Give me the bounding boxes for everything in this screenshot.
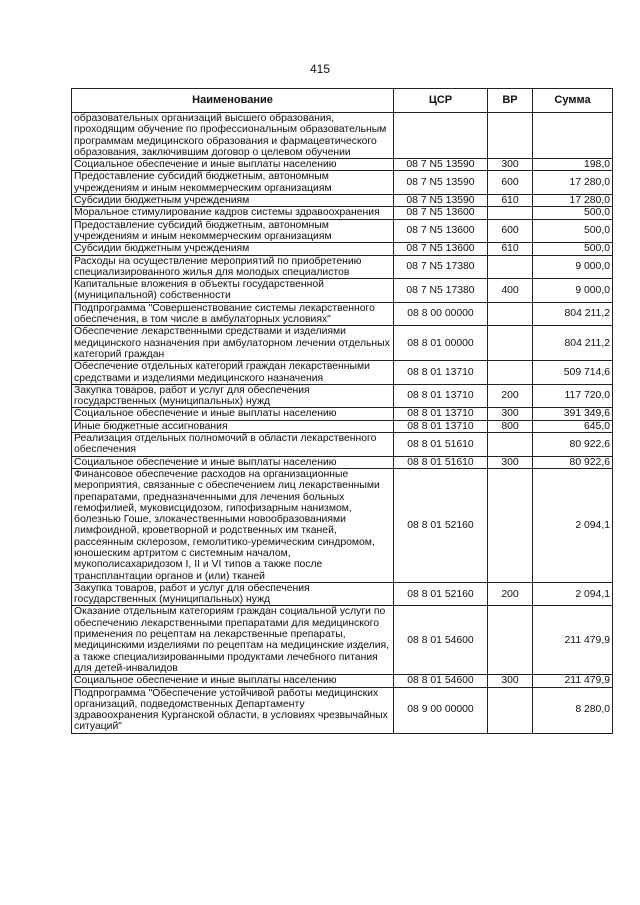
row-sum: 804 211,2 (533, 326, 613, 361)
row-csr: 08 7 N5 13600 (394, 207, 488, 219)
table-row (72, 279, 613, 303)
row-vr: 600 (488, 171, 533, 195)
row-vr: 600 (488, 219, 533, 243)
row-sum: 80 922,6 (533, 433, 613, 457)
row-csr: 08 7 N5 13590 (394, 159, 488, 171)
row-csr: 08 8 01 13710 (394, 408, 488, 420)
budget-table (71, 88, 613, 734)
table-row (72, 171, 613, 195)
table-row (72, 207, 613, 219)
row-name: Оказание отдельным категориям граждан социальной услуги по обеспечению лекарственными препаратами для медицинского применения по рецептам на лекарственные препараты, медицинскими изделиями по рецептам на медицинские изделия, а также специализированными продуктами лечебного питания для детей-инвалидов (72, 606, 394, 675)
table-row (72, 687, 613, 733)
row-csr: 08 8 01 51610 (394, 456, 488, 468)
row-vr: 300 (488, 675, 533, 687)
row-csr: 08 7 N5 13590 (394, 195, 488, 207)
row-csr: 08 8 01 54600 (394, 606, 488, 675)
row-sum (533, 113, 613, 159)
row-name: Закупка товаров, работ и услуг для обеспечения государственных (муниципальных) нужд (72, 384, 394, 408)
row-vr: 200 (488, 384, 533, 408)
row-csr: 08 8 01 00000 (394, 326, 488, 361)
row-csr: 08 8 01 52160 (394, 468, 488, 582)
table-row (72, 302, 613, 326)
row-csr: 08 8 01 13710 (394, 361, 488, 385)
row-name: Капитальные вложения в объекты государственной (муниципальной) собственности (72, 279, 394, 303)
table-row (72, 420, 613, 432)
table-row (72, 408, 613, 420)
row-csr: 08 7 N5 13590 (394, 171, 488, 195)
row-csr: 08 7 N5 13600 (394, 243, 488, 255)
row-csr: 08 7 N5 13600 (394, 219, 488, 243)
table-row (72, 606, 613, 675)
table-row (72, 113, 613, 159)
row-vr (488, 606, 533, 675)
row-vr (488, 302, 533, 326)
row-name: Закупка товаров, работ и услуг для обеспечения государственных (муниципальных) нужд (72, 582, 394, 606)
row-name: Моральное стимулирование кадров системы здравоохранения (72, 207, 394, 219)
row-name: Предоставление субсидий бюджетным, автономным учреждениям и иным некоммерческим организациям (72, 219, 394, 243)
row-vr (488, 255, 533, 279)
row-vr: 400 (488, 279, 533, 303)
row-vr (488, 113, 533, 159)
row-sum: 198,0 (533, 159, 613, 171)
row-name: Обеспечение лекарственными средствами и изделиями медицинского назначения при амбулаторном лечении отдельных категорий граждан (72, 326, 394, 361)
row-name: образовательных организаций высшего образования, проходящим обучение по профессиональным образовательным программам медицинского образования и фармацевтического образования, заключившим договор о целевом обучении (72, 113, 394, 159)
table-row (72, 675, 613, 687)
table-row (72, 468, 613, 582)
row-name: Социальное обеспечение и иные выплаты населению (72, 408, 394, 420)
row-vr (488, 687, 533, 733)
row-sum: 2 094,1 (533, 468, 613, 582)
header-csr: ЦСР (394, 89, 488, 113)
row-sum: 509 714,6 (533, 361, 613, 385)
row-name: Финансовое обеспечение расходов на организационные мероприятия, связанные с обеспечением лиц лекарственными препаратами, предназначенными для лечения больных гемофилией, муковисцидозом, гипофизарным нанизмом, болезнью Гоше, злокачественными новообразованиями лимфоидной, кроветворной и родственных им тканей, рассеянным склерозом, гемолитико-уремическим синдромом, юношеским артритом с системным началом, мукополисахаридозом I, II и VI типов а также после трансплантации органов и (или) тканей (72, 468, 394, 582)
row-sum: 117 720,0 (533, 384, 613, 408)
page-number: 415 (309, 62, 331, 76)
row-name: Реализация отдельных полномочий в области лекарственного обеспечения (72, 433, 394, 457)
table-row (72, 361, 613, 385)
row-csr: 08 8 00 00000 (394, 302, 488, 326)
row-csr: 08 8 01 13710 (394, 420, 488, 432)
row-name: Иные бюджетные ассигнования (72, 420, 394, 432)
row-vr: 200 (488, 582, 533, 606)
row-sum: 17 280,0 (533, 195, 613, 207)
row-sum: 2 094,1 (533, 582, 613, 606)
row-name: Социальное обеспечение и иные выплаты населению (72, 675, 394, 687)
row-sum: 80 922,6 (533, 456, 613, 468)
row-sum: 211 479,9 (533, 606, 613, 675)
row-name: Предоставление субсидий бюджетным, автономным учреждениям и иным некоммерческим организациям (72, 171, 394, 195)
row-sum: 500,0 (533, 207, 613, 219)
row-name: Социальное обеспечение и иные выплаты населению (72, 159, 394, 171)
row-name: Подпрограмма "Обеспечение устойчивой работы медицинских организаций, подведомственных Департаменту здравоохранения Курганской области, в условиях чрезвычайных ситуаций" (72, 687, 394, 733)
row-sum: 500,0 (533, 243, 613, 255)
row-name: Субсидии бюджетным учреждениям (72, 195, 394, 207)
row-vr: 610 (488, 243, 533, 255)
row-sum: 500,0 (533, 219, 613, 243)
row-name: Расходы на осуществление мероприятий по приобретению специализированного жилья для молодых специалистов (72, 255, 394, 279)
row-name: Субсидии бюджетным учреждениям (72, 243, 394, 255)
row-csr: 08 8 01 13710 (394, 384, 488, 408)
row-sum: 9 000,0 (533, 279, 613, 303)
row-vr (488, 326, 533, 361)
row-vr: 610 (488, 195, 533, 207)
row-sum: 211 479,9 (533, 675, 613, 687)
table-row (72, 159, 613, 171)
table-row (72, 195, 613, 207)
row-csr: 08 8 01 52160 (394, 582, 488, 606)
row-sum: 645,0 (533, 420, 613, 432)
row-csr (394, 113, 488, 159)
row-vr: 300 (488, 408, 533, 420)
header-vr: ВР (488, 89, 533, 113)
row-sum: 9 000,0 (533, 255, 613, 279)
table-row (72, 433, 613, 457)
row-sum: 17 280,0 (533, 171, 613, 195)
row-vr: 300 (488, 456, 533, 468)
row-sum: 804 211,2 (533, 302, 613, 326)
table-row (72, 219, 613, 243)
table-row (72, 326, 613, 361)
row-vr (488, 468, 533, 582)
row-vr: 300 (488, 159, 533, 171)
row-vr (488, 207, 533, 219)
row-vr: 800 (488, 420, 533, 432)
row-name: Социальное обеспечение и иные выплаты населению (72, 456, 394, 468)
table-row (72, 582, 613, 606)
row-sum: 391 349,6 (533, 408, 613, 420)
row-csr: 08 7 N5 17380 (394, 279, 488, 303)
header-sum: Сумма (533, 89, 613, 113)
table-row (72, 384, 613, 408)
row-sum: 8 280,0 (533, 687, 613, 733)
row-name: Обеспечение отдельных категорий граждан лекарственными средствами и изделиями медицинского назначения (72, 361, 394, 385)
row-vr (488, 433, 533, 457)
table-header-row (72, 89, 613, 113)
row-vr (488, 361, 533, 385)
table-row (72, 243, 613, 255)
table-row (72, 255, 613, 279)
table-row (72, 456, 613, 468)
row-csr: 08 8 01 51610 (394, 433, 488, 457)
row-csr: 08 8 01 54600 (394, 675, 488, 687)
row-name: Подпрограмма "Совершенствование системы лекарственного обеспечения, в том числе в амбулаторных условиях" (72, 302, 394, 326)
row-csr: 08 9 00 00000 (394, 687, 488, 733)
header-name: Наименование (72, 89, 394, 113)
row-csr: 08 7 N5 17380 (394, 255, 488, 279)
